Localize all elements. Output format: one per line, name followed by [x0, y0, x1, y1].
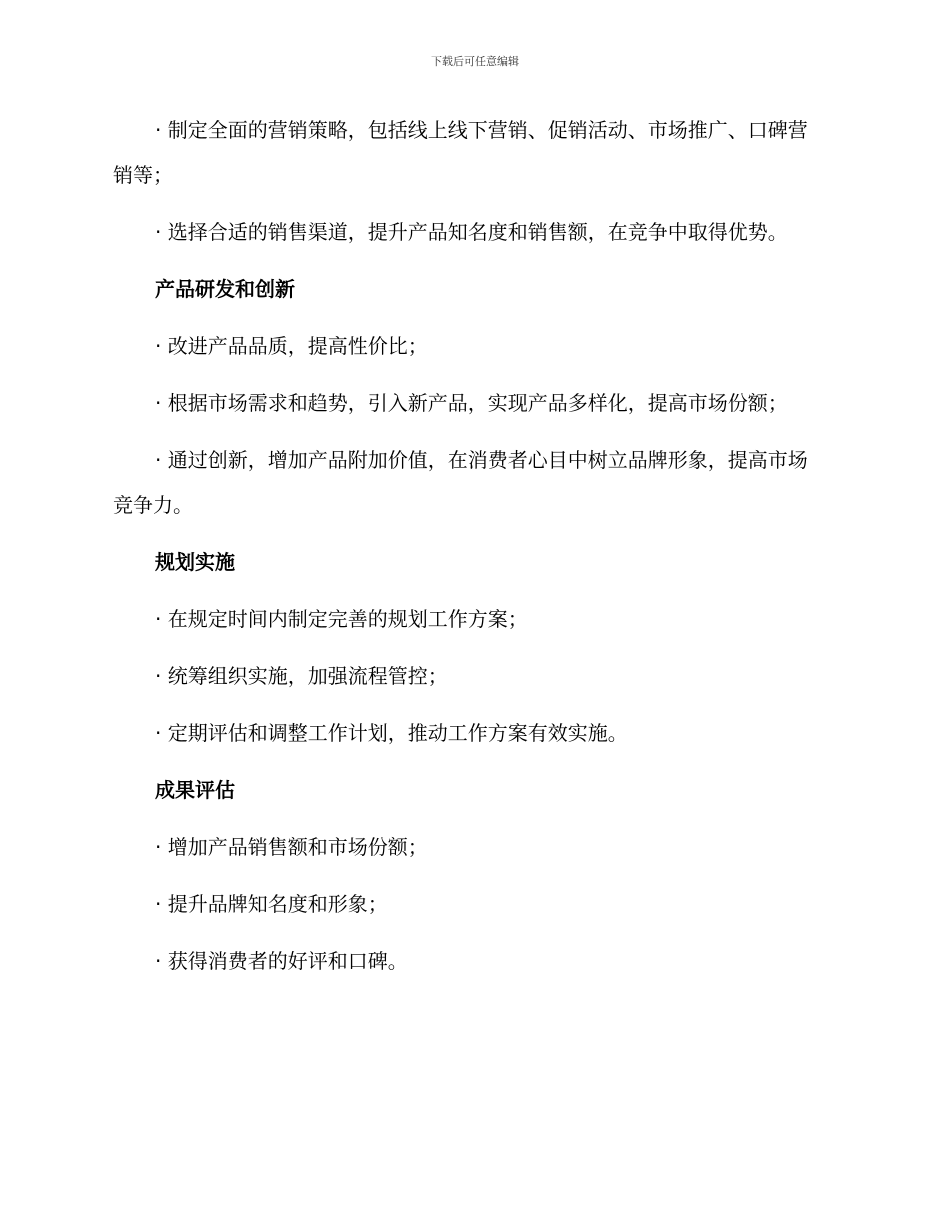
bullet-sales-share: · 增加产品销售额和市场份额； [155, 835, 428, 859]
section-heading-results: 成果评估 [155, 778, 235, 802]
document-body [113, 108, 825, 996]
bullet-evaluate-adjust: · 定期评估和调整工作计划，推动工作方案有效实施。 [155, 721, 628, 745]
section-heading-rnd: 产品研发和创新 [155, 277, 295, 301]
bullet-improve-quality: · 改进产品品质，提高性价比； [155, 334, 428, 358]
bullet-sales-channels: · 选择合适的销售渠道，提升产品知名度和销售额，在竞争中取得优势。 [155, 220, 788, 244]
bullet-organize: · 统筹组织实施，加强流程管控； [155, 664, 448, 688]
header-note: 下载后可任意编辑 [431, 55, 519, 68]
bullet-brand-awareness: · 提升品牌知名度和形象； [155, 892, 388, 916]
bullet-marketing-strategy: · 制定全面的营销策略，包括线上线下营销、促销活动、市场推广、口碑营销等； [113, 118, 808, 187]
bullet-plan-scheme: · 在规定时间内制定完善的规划工作方案； [155, 607, 528, 631]
bullet-innovation: · 通过创新，增加产品附加价值，在消费者心目中树立品牌形象，提高市场竞争力。 [113, 448, 808, 517]
bullet-new-products: · 根据市场需求和趋势，引入新产品，实现产品多样化，提高市场份额； [155, 391, 788, 415]
section-heading-implementation: 规划实施 [155, 550, 235, 574]
bullet-reputation: · 获得消费者的好评和口碑。 [155, 949, 408, 973]
